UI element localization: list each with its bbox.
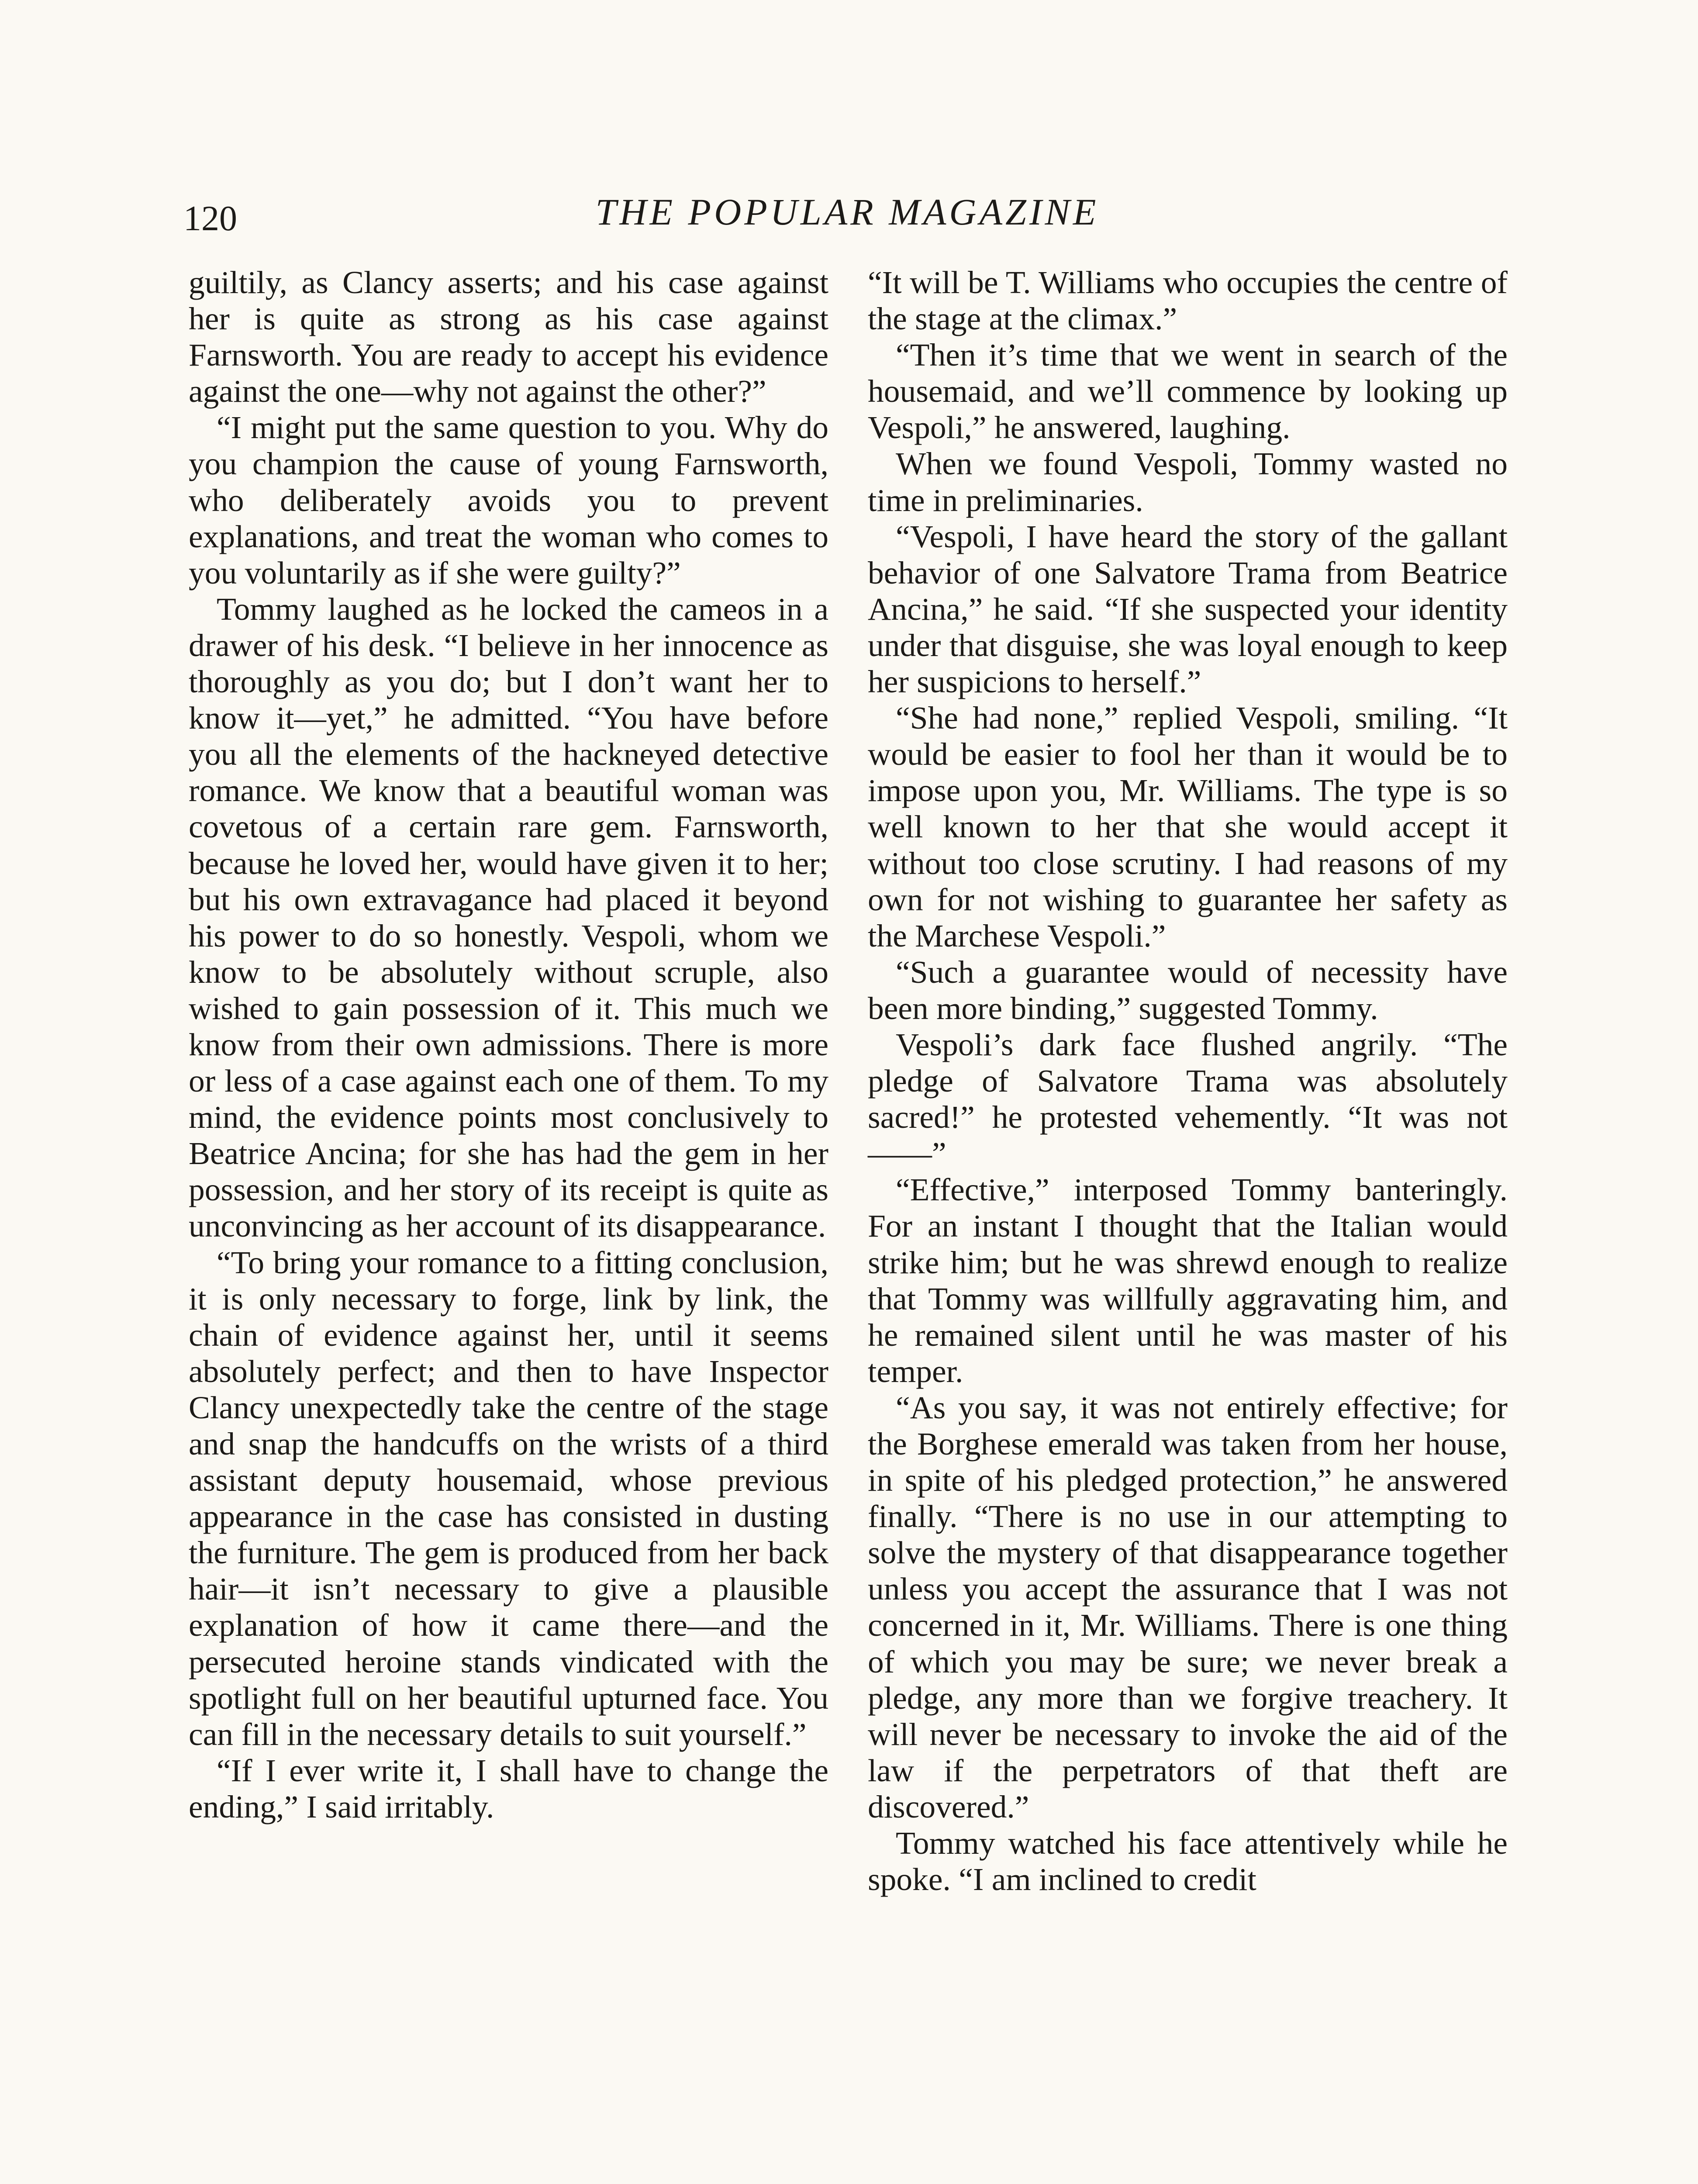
paragraph: “As you say, it was not entirely effective; for the Borghese emerald was taken from her house, in spite of his pledged protection,” he answered finally. “There is no use in our attempting to solve the mystery of that disappearance together unless you accept the assurance that I was not concerned in it, Mr. Williams. There is one thing of which you may be sure; we never break a pledge, any more than we forgive treachery. It will never be necessary to invoke the aid of the law if the perpetrators of that theft are discovered.” — [868, 1389, 1508, 1825]
paragraph: “If I ever write it, I shall have to change the ending,” I said irritably. — [189, 1752, 828, 1825]
paragraph: “She had none,” replied Vespoli, smiling. “It would be easier to fool her than it would be to impose upon you, Mr. Williams. The type is so well known to her that she would accept it without too close scrutiny. I had reasons of my own for not wishing to guarantee her safety as the Marchese Vespoli.” — [868, 700, 1508, 954]
page-number: 120 — [183, 198, 237, 238]
paragraph: “Such a guarantee would of necessity have been more binding,” suggested Tommy. — [868, 954, 1508, 1026]
paragraph: Vespoli’s dark face flushed angrily. “The pledge of Salvatore Trama was absolutely sacred!” he protested vehemently. “It was not——” — [868, 1026, 1508, 1171]
page-header — [183, 188, 1511, 240]
paragraph: “To bring your romance to a fitting conclusion, it is only necessary to forge, link by link, the chain of evidence against her, until it seems absolutely perfect; and then to have Inspector Clancy unexpectedly take the centre of the stage and snap the handcuffs on the wrists of a third assistant deputy housemaid, whose previous appearance in the case has consisted in dusting the furniture. The gem is produced from her back hair—it isn’t necessary to give a plausible explanation of how it came there—and the persecuted heroine stands vindicated with the spotlight full on her beautiful upturned face. You can fill in the necessary details to suit yourself.” — [189, 1244, 828, 1752]
paragraph: When we found Vespoli, Tommy wasted no time in preliminaries. — [868, 446, 1508, 518]
paragraph: Tommy watched his face attentively while he spoke. “I am inclined to credit — [868, 1825, 1508, 1897]
paragraph: “Vespoli, I have heard the story of the gallant behavior of one Salvatore Trama from Beatrice Ancina,” he said. “If she suspected your identity under that disguise, she was loyal enough to keep her suspicions to herself.” — [868, 518, 1508, 700]
paragraph: “It will be T. Williams who occupies the centre of the stage at the climax.” — [868, 265, 1508, 337]
running-title: THE POPULAR MAGAZINE — [595, 191, 1099, 233]
paragraph: “Then it’s time that we went in search of the housemaid, and we’ll commence by looking up Vespoli,” he answered, laughing. — [868, 337, 1508, 446]
paragraph: “I might put the same question to you. Why do you champion the cause of young Farnsworth, who deliberately avoids you to prevent explanations, and treat the woman who comes to you voluntarily as if she were guilty?” — [189, 410, 828, 591]
paragraph: Tommy laughed as he locked the cameos in a drawer of his desk. “I believe in her innocence as thoroughly as you do; but I don’t want her to know it—yet,” he admitted. “You have before you all the elements of the hackneyed detective romance. We know that a beautiful woman was covetous of a certain rare gem. Farnsworth, because he loved her, would have given it to her; but his own extravagance had placed it beyond his power to do so honestly. Vespoli, whom we know to be absolutely without scruple, also wished to gain possession of it. This much we know from their own admissions. There is more or less of a case against each one of them. To my mind, the evidence points most conclusively to Beatrice Ancina; for she has had the gem in her possession, and her story of its receipt is quite as unconvincing as her account of its disappearance. — [189, 591, 828, 1244]
right-text-column — [868, 264, 1508, 2184]
paragraph: guiltily, as Clancy asserts; and his case against her is quite as strong as his case against Farnsworth. You are ready to accept his evidence against the one—why not against the other?” — [189, 265, 828, 409]
left-text-column — [189, 264, 828, 2184]
paragraph: “Effective,” interposed Tommy banteringly. For an instant I thought that the Italian would strike him; but he was shrewd enough to realize that Tommy was willfully aggravating him, and he remained silent until he was master of his temper. — [868, 1172, 1508, 1389]
